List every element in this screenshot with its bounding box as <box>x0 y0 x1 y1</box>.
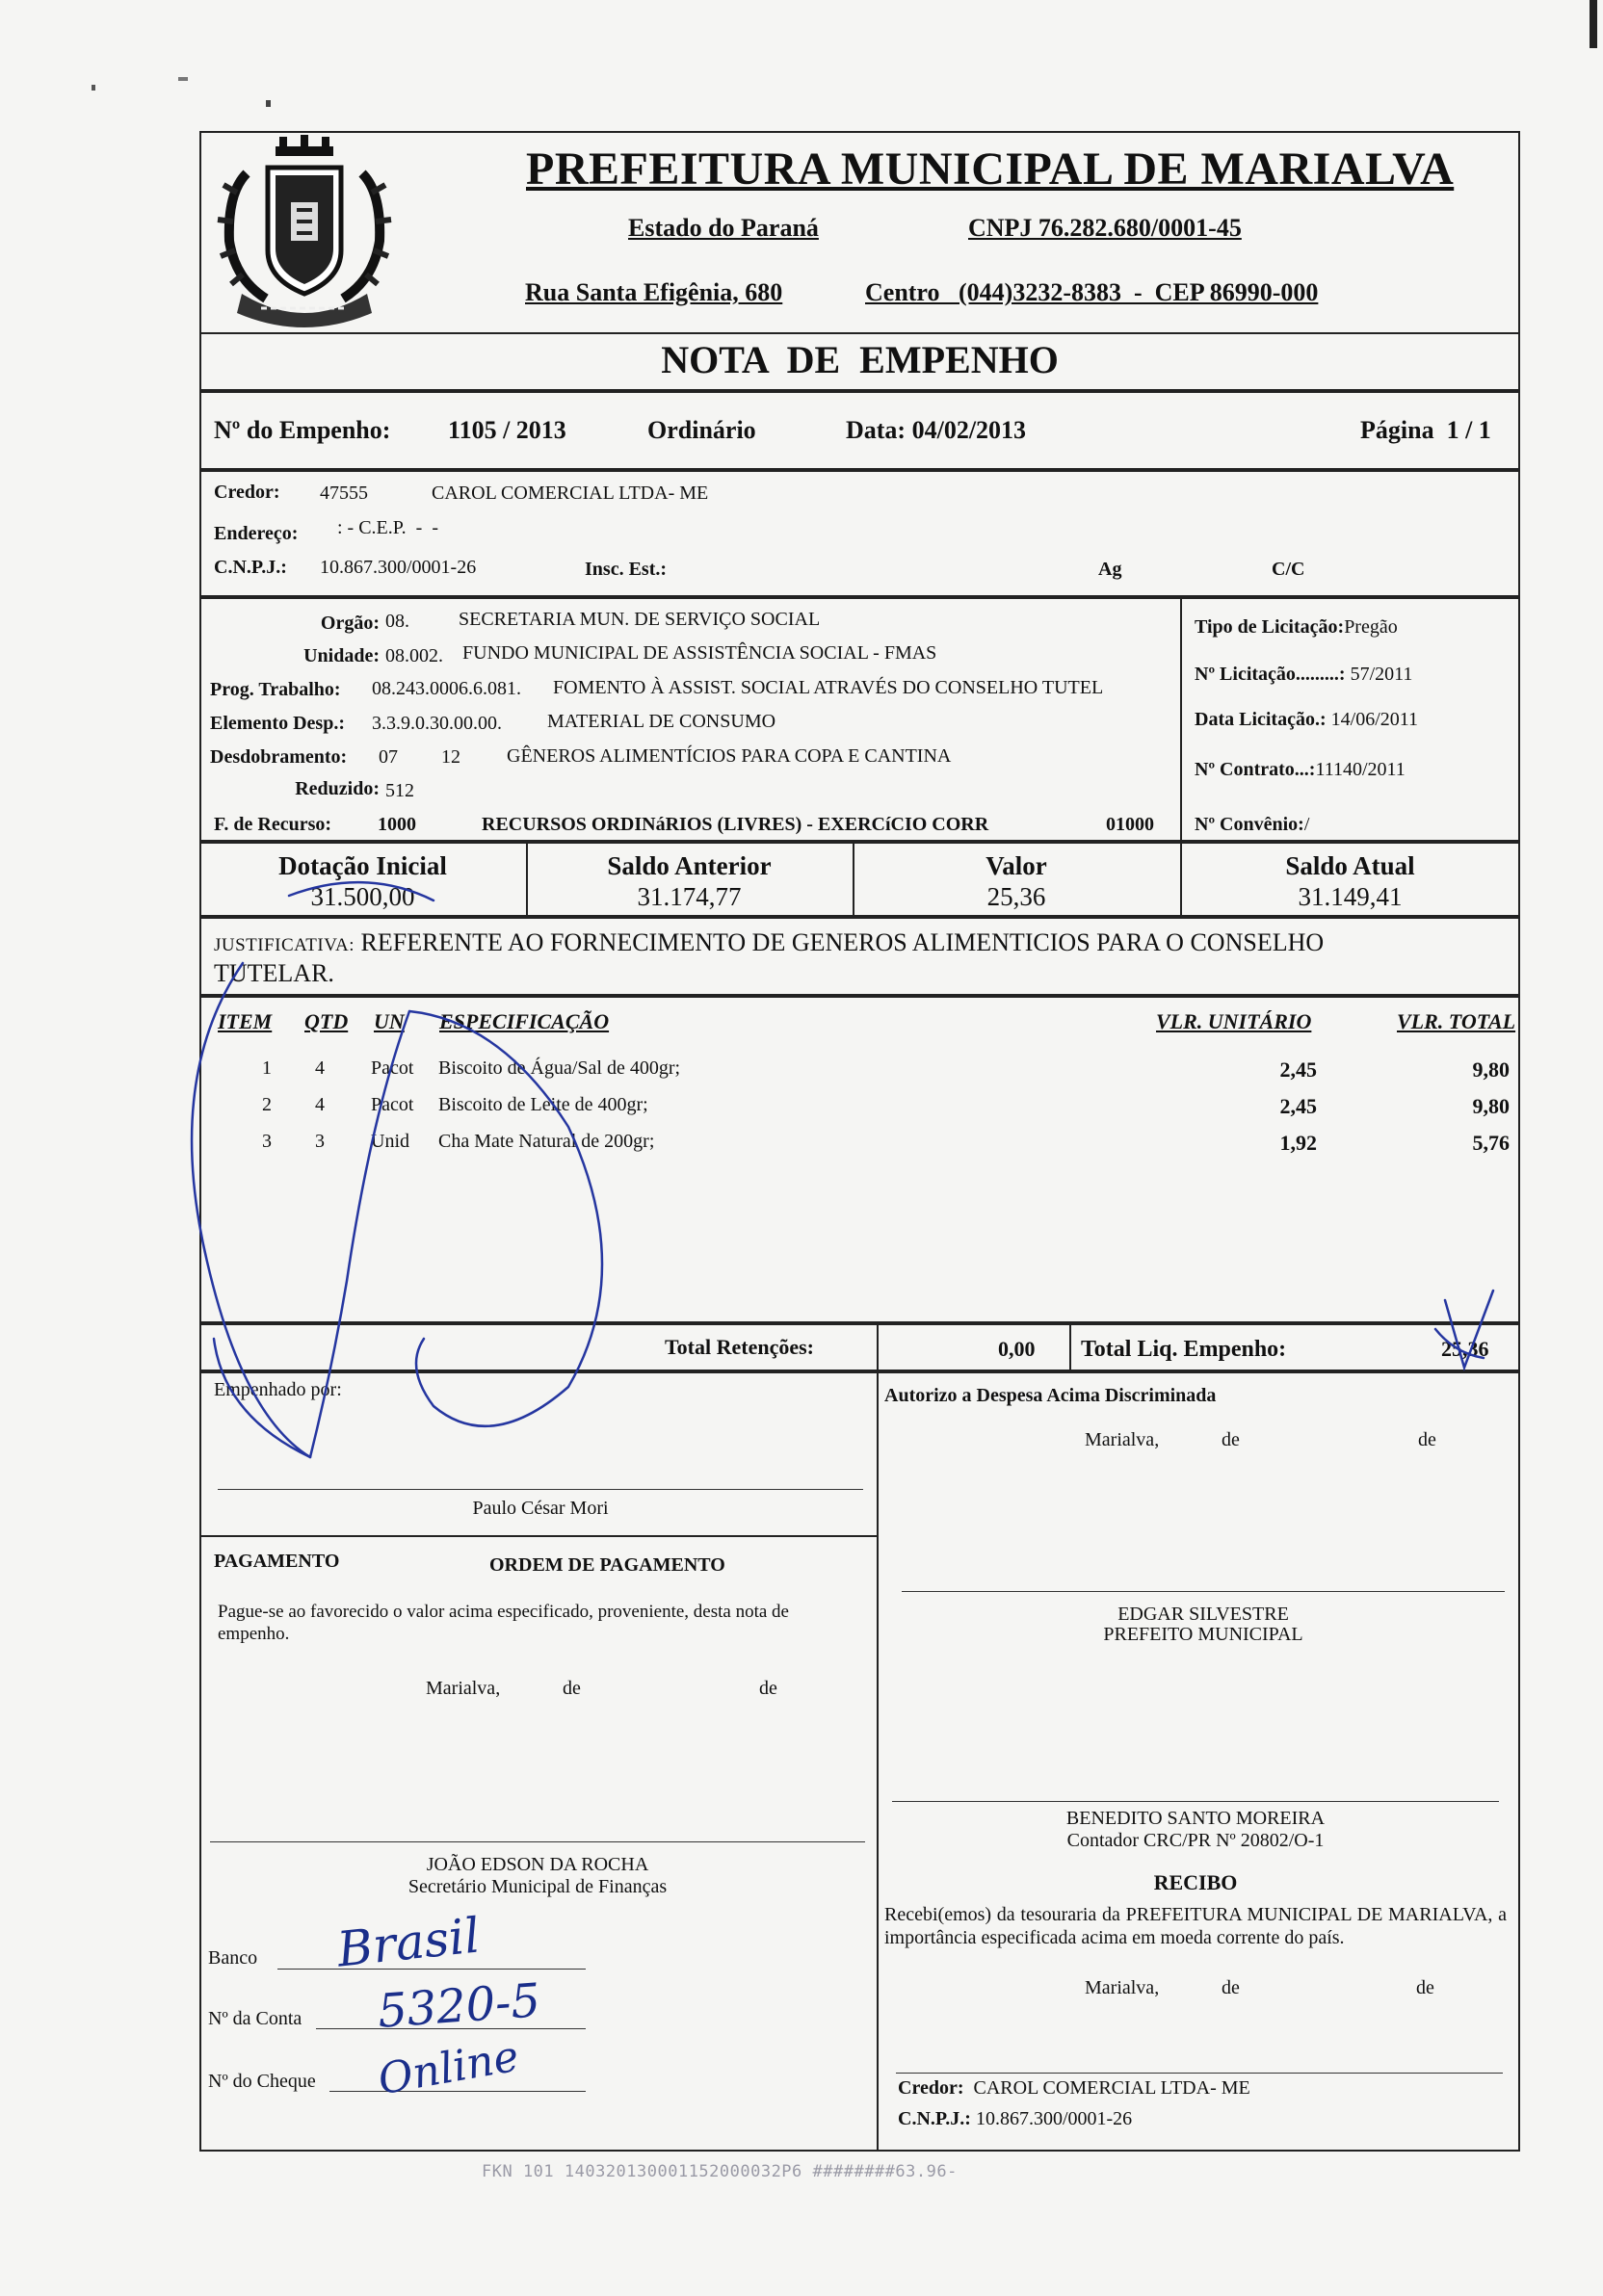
pagamento-label: PAGAMENTO <box>214 1551 340 1572</box>
conta-label: Nº da Conta <box>208 2008 302 2029</box>
orgao-label: Orgão: <box>320 613 380 634</box>
empenho-type: Ordinário <box>647 416 756 444</box>
signature-line <box>902 1591 1505 1592</box>
autorizo-place: Marialva, <box>1085 1429 1160 1450</box>
prog-label: Prog. Trabalho: <box>210 679 341 700</box>
contrato <box>1195 759 1406 781</box>
licitacao-numero <box>1195 664 1412 686</box>
contador-name: BENEDITO SANTO MOREIRA <box>1065 1808 1326 1829</box>
municipality-title: PREFEITURA MUNICIPAL DE MARIALVA <box>526 144 1455 195</box>
autorizo-de1: de <box>1222 1429 1240 1450</box>
col-item: ITEM <box>218 1009 273 1033</box>
orgao-code: 08. <box>385 611 409 632</box>
contact-label: Centro (044)3232-8383 - CEP 86990-000 <box>865 278 1319 306</box>
row-spec: Biscoito de Leite de 400gr; <box>438 1094 648 1115</box>
licitacao-data-label: Data Licitação.: <box>1195 709 1327 730</box>
scan-speck <box>92 85 95 91</box>
justificativa-line1 <box>214 928 1324 957</box>
doc-title: NOTA DE EMPENHO <box>661 338 1059 381</box>
licitacao-data <box>1195 709 1418 731</box>
row-spec: Cha Mate Natural de 200gr; <box>438 1131 655 1152</box>
state-label: Estado do Paraná <box>628 214 819 242</box>
retencoes-label: Total Retenções: <box>665 1335 814 1359</box>
row-qtd: 4 <box>315 1094 325 1115</box>
cnpj-label: CNPJ 76.282.680/0001-45 <box>968 214 1242 242</box>
row-un: Pacot <box>371 1057 414 1079</box>
saldo-atual-label: Saldo Atual <box>1285 851 1415 880</box>
ag-label: Ag <box>1098 559 1122 580</box>
autorizo-label: Autorizo a Despesa Acima Discriminada <box>884 1385 1217 1406</box>
banco-handwriting: Brasil <box>334 1907 483 1978</box>
footer-code: FKN 101 140320130001152000032P6 ########63.96- <box>482 2162 958 2181</box>
table-row <box>199 1131 1520 1165</box>
empenho-number: 1105 / 2013 <box>448 416 566 444</box>
address-field: : - C.E.P. - - <box>337 517 438 538</box>
dotacao-value: 31.500,00 <box>310 882 415 911</box>
recibo-de1: de <box>1222 1977 1240 1998</box>
credor-label: Credor: <box>214 482 280 503</box>
retencoes-box <box>199 1323 1520 1371</box>
page-indicator: Página 1 / 1 <box>1360 416 1491 444</box>
convenio-label: Nº Convênio: <box>1195 814 1304 835</box>
finance-name: JOÃO EDSON DA ROCHA <box>426 1854 649 1875</box>
recibo-de2: de <box>1416 1977 1434 1998</box>
col-unit-price: VLR. UNITÁRIO <box>1156 1009 1312 1033</box>
pagamento-place: Marialva, <box>426 1678 501 1699</box>
row-item: 1 <box>262 1057 272 1079</box>
elemento-label: Elemento Desp.: <box>210 713 345 734</box>
unidade-code: 08.002. <box>385 645 443 666</box>
unidade-name: FUNDO MUNICIPAL DE ASSISTÊNCIA SOCIAL - FMAS <box>462 642 937 664</box>
contrato-value: 11140/2011 <box>1315 759 1406 780</box>
desdobramento-code2: 12 <box>441 746 460 768</box>
prog-name: FOMENTO À ASSIST. SOCIAL ATRAVÉS DO CONSELHO TUTEL <box>553 677 1104 698</box>
valor-label: Valor <box>985 851 1047 880</box>
convenio <box>1195 814 1309 836</box>
row-un: Unid <box>371 1131 409 1152</box>
recurso-label: F. de Recurso: <box>214 814 332 835</box>
recibo-cnpj-value: 10.867.300/0001-26 <box>975 2108 1133 2129</box>
saldo-anterior-value: 31.174,77 <box>637 882 742 911</box>
recibo-place: Marialva, <box>1085 1977 1160 1998</box>
recibo-title: RECIBO <box>1153 1870 1238 1894</box>
cheque-label: Nº do Cheque <box>208 2071 316 2092</box>
liq-value: 25,36 <box>1441 1337 1489 1361</box>
empenho-date: Data: 04/02/2013 <box>846 416 1027 444</box>
licitacao-tipo-value: Pregão <box>1344 616 1398 638</box>
scan-speck <box>178 77 188 81</box>
cheque-handwriting: Online <box>374 2031 523 2105</box>
recibo-cnpj <box>898 2108 1132 2130</box>
dotacao-label: Dotação Inicial <box>278 851 447 880</box>
row-total: 9,80 <box>1472 1094 1510 1118</box>
recurso-code: 1000 <box>378 814 416 835</box>
licitacao-tipo-label: Tipo de Licitação: <box>1195 616 1345 638</box>
col-total: VLR. TOTAL <box>1397 1009 1516 1033</box>
empenho-number-label: Nº do Empenho: <box>214 416 391 444</box>
table-row <box>199 1094 1520 1129</box>
pagamento-de2: de <box>759 1678 777 1699</box>
divider <box>877 1323 879 1371</box>
retencoes-value: 0,00 <box>998 1337 1036 1361</box>
contador-title: Contador CRC/PR Nº 20802/O-1 <box>1066 1830 1325 1851</box>
contrato-label: Nº Contrato...: <box>1195 759 1316 780</box>
mayor-name: EDGAR SILVESTRE <box>1117 1604 1289 1625</box>
empenhado-signer: Paulo César Mori <box>472 1498 609 1519</box>
licitacao-tipo <box>1195 616 1398 639</box>
col-spec: ESPECIFICAÇÃO <box>439 1009 610 1033</box>
orgao-name: SECRETARIA MUN. DE SERVIÇO SOCIAL <box>459 609 821 630</box>
saldo-anterior-label: Saldo Anterior <box>607 851 772 880</box>
recibo-credor <box>898 2077 1250 2100</box>
row-item: 3 <box>262 1131 272 1152</box>
licitacao-numero-label: Nº Licitação.........: <box>1195 664 1346 685</box>
unidade-label: Unidade: <box>303 645 380 666</box>
elemento-code: 3.3.9.0.30.00.00. <box>372 713 502 734</box>
empenhado-label: Empenhado por: <box>214 1379 342 1400</box>
recurso-name: RECURSOS ORDINáRIOS (LIVRES) - EXERCíCIO CORR <box>482 814 989 835</box>
row-total: 9,80 <box>1472 1057 1510 1082</box>
row-unit: 1,92 <box>1279 1131 1317 1155</box>
elemento-name: MATERIAL DE CONSUMO <box>547 711 776 732</box>
divider <box>877 1371 879 2152</box>
prog-code: 08.243.0006.6.081. <box>372 678 521 699</box>
signature-line <box>218 1489 863 1490</box>
insc-label: Insc. Est.: <box>585 559 668 580</box>
recibo-credor-value: CAROL COMERCIAL LTDA- ME <box>973 2077 1250 2099</box>
table-row <box>199 1057 1520 1092</box>
justificativa-label: JUSTIFICATIVA: <box>214 935 355 955</box>
licitacao-data-value: 14/06/2011 <box>1330 709 1419 730</box>
justificativa-text2: TUTELAR. <box>214 959 334 987</box>
row-item: 2 <box>262 1094 272 1115</box>
col-un: UN <box>374 1009 405 1033</box>
address-label: Rua Santa Efigênia, 680 <box>525 278 783 306</box>
recibo-cnpj-label: C.N.P.J.: <box>898 2108 971 2129</box>
autorizo-de2: de <box>1418 1429 1436 1450</box>
credor-name: CAROL COMERCIAL LTDA- ME <box>432 483 709 504</box>
ordem-label: ORDEM DE PAGAMENTO <box>489 1554 725 1576</box>
liq-label: Total Liq. Empenho: <box>1081 1337 1287 1362</box>
row-un: Pacot <box>371 1094 414 1115</box>
signature-line <box>896 2073 1503 2074</box>
saldo-atual-value: 31.149,41 <box>1298 882 1403 911</box>
signature-line <box>892 1801 1499 1802</box>
row-total: 5,76 <box>1472 1131 1510 1155</box>
desdobramento-name: GÊNEROS ALIMENTÍCIOS PARA COPA E CANTINA <box>507 745 952 767</box>
row-unit: 2,45 <box>1279 1094 1317 1118</box>
recibo-credor-label: Credor: <box>898 2077 964 2099</box>
scan-speck <box>266 100 271 107</box>
reduzido-label: Reduzido: <box>295 778 380 799</box>
scan-edge <box>1590 0 1597 48</box>
row-spec: Biscoito de Água/Sal de 400gr; <box>438 1057 681 1079</box>
credor-code: 47555 <box>320 483 368 504</box>
row-qtd: 4 <box>315 1057 325 1079</box>
justificativa-text1: REFERENTE AO FORNECIMENTO DE GENEROS ALIMENTICIOS PARA O CONSELHO <box>360 928 1325 956</box>
pagamento-de1: de <box>563 1678 581 1699</box>
row-qtd: 3 <box>315 1131 325 1152</box>
reduzido-value: 512 <box>385 780 414 801</box>
desdobramento-label: Desdobramento: <box>210 746 348 768</box>
divider <box>1069 1323 1071 1371</box>
divider <box>1180 597 1182 842</box>
desdobramento-code1: 07 <box>379 746 398 768</box>
convenio-value: / <box>1303 814 1310 835</box>
cnpj-field: 10.867.300/0001-26 <box>320 557 477 578</box>
signature-line <box>210 1841 865 1842</box>
banco-line <box>277 1969 586 1970</box>
col-qtd: QTD <box>304 1009 349 1033</box>
mayor-title: PREFEITO MUNICIPAL <box>1103 1624 1303 1645</box>
recibo-text: Recebi(emos) da tesouraria da PREFEITURA MUNICIPAL DE MARIALVA, a importância especificada acima em moeda corrente do país. <box>884 1904 1507 1948</box>
recurso-code2: 01000 <box>1106 814 1154 835</box>
address-field-label: Endereço: <box>214 523 299 544</box>
conta-handwriting: 5320-5 <box>376 1973 542 2039</box>
valor-value: 25,36 <box>986 882 1046 911</box>
divider <box>199 1535 877 1537</box>
licitacao-numero-value: 57/2011 <box>1350 664 1413 685</box>
banco-label: Banco <box>208 1947 258 1969</box>
cnpj-field-label: C.N.P.J.: <box>214 557 287 578</box>
cc-label: C/C <box>1272 559 1305 580</box>
municipal-coat-of-arms-icon <box>208 135 401 337</box>
finance-title: Secretário Municipal de Finanças <box>407 1876 668 1897</box>
row-unit: 2,45 <box>1279 1057 1317 1082</box>
pagamento-text: Pague-se ao favorecido o valor acima especificado, proveniente, desta nota de empenho. <box>218 1602 789 1644</box>
